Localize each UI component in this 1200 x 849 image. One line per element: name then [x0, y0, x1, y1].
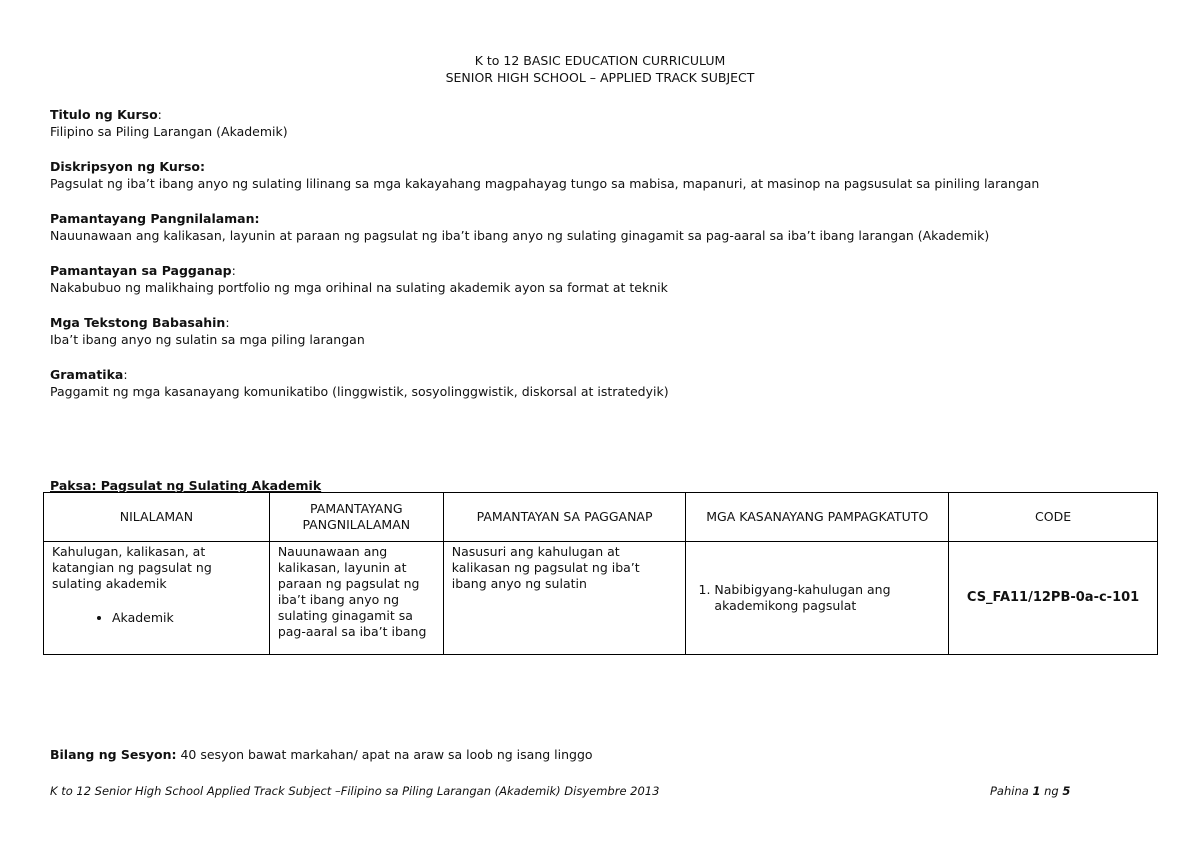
sesyon-label: Bilang ng Sesyon: [50, 747, 177, 762]
section-value: Nakabubuo ng malikhaing portfolio ng mga orihinal na sulating akademik ayon sa format at teknik [50, 280, 668, 295]
list-item: • Akademik [112, 610, 261, 626]
section-diskripsyon [50, 158, 1160, 192]
section-label: Gramatika [50, 367, 124, 382]
section-label: Mga Tekstong Babasahin [50, 315, 226, 330]
section-tekstong-babasahin: Mga Tekstong Babasahin: Iba’t ibang anyo ng sulatin sa mga piling larangan [50, 314, 1160, 348]
section-value: Pagsulat ng iba’t ibang anyo ng sulating lilinang sa mga kakayahang magpahayag tungo sa mabisa, mapanuri, at masinop na pagsusulat sa piniling larangan [50, 176, 1040, 191]
cell-pagganap: Nasusuri ang kahulugan at kalikasan ng pagsulat ng iba’t ibang anyo ng sulatin [443, 542, 686, 655]
cell-pangnilalaman: Nauunawaan ang kalikasan, layunin at paraan ng pagsulat ng iba’t ibang anyo ng sulating ginagamit sa pag-aaral sa iba’t ibang [269, 542, 443, 655]
column-header-pagganap: PAMANTAYAN SA PAGGANAP [443, 493, 686, 542]
column-header-pangnilalaman: PAMANTAYANG PANGNILALAMAN [269, 493, 443, 542]
cell-nilalaman [44, 542, 270, 655]
section-label: Titulo ng Kurso [50, 107, 158, 122]
section-pamantayan-sa-pagganap: Pamantayan sa Pagganap: Nakabubuo ng malikhaing portfolio ng mga orihinal na sulating akademik ayon sa format at teknik [50, 262, 1160, 296]
cell-code: CS_FA11/12PB-0a-c-101 [949, 542, 1158, 655]
section-value: Iba’t ibang anyo ng sulatin sa mga piling larangan [50, 332, 365, 347]
header-line-2: SENIOR HIGH SCHOOL – APPLIED TRACK SUBJECT [445, 70, 755, 85]
cell-kasanayan [686, 542, 949, 655]
sesyon-value: 40 sesyon bawat markahan/ apat na araw sa loob ng isang linggo [176, 747, 593, 762]
table-row [44, 542, 1158, 655]
section-value: Paggamit ng mga kasanayang komunikatibo (linggwistik, sosyolinggwistik, diskorsal at istratedyik) [50, 384, 669, 399]
column-header-code: CODE [949, 493, 1158, 542]
section-value: Nauunawaan ang kalikasan, layunin at paraan ng pagsulat ng iba’t ibang anyo ng sulating ginagamit sa pag-aaral sa iba’t ibang larangan (Akademik) [50, 228, 990, 243]
section-pamantayang-pangnilalaman [50, 210, 1160, 244]
page-number: Pahina 1 ng 5 [990, 784, 1071, 798]
table-header-row [44, 493, 1158, 542]
header-line-1: K to 12 BASIC EDUCATION CURRICULUM [474, 53, 726, 68]
course-info [50, 106, 1160, 418]
section-label: Pamantayang Pangnilalaman: [50, 211, 260, 226]
nilalaman-text: Kahulugan, kalikasan, at katangian ng pagsulat ng sulating akademik [52, 544, 212, 591]
curriculum-table [43, 492, 1158, 655]
section-titulo: Titulo ng Kurso: Filipino sa Piling Larangan (Akademik) [50, 106, 1160, 140]
section-label: Diskripsyon ng Kurso: [50, 159, 205, 174]
footer-text: K to 12 Senior High School Applied Track Subject –Filipino sa Piling Larangan (Akademik) Disyembre 2013 [50, 784, 660, 798]
bilang-ng-sesyon [50, 747, 593, 762]
nilalaman-list [52, 610, 261, 626]
section-label: Pamantayan sa Pagganap [50, 263, 232, 278]
list-item: 1. Nabibigyang-kahulugan ang akademikong pagsulat [714, 582, 940, 614]
section-gramatika: Gramatika: Paggamit ng mga kasanayang komunikatibo (linggwistik, sosyolinggwistik, diskorsal at istratedyik) [50, 366, 1160, 400]
column-header-nilalaman: NILALAMAN [44, 493, 270, 542]
paksa-heading: Paksa: Pagsulat ng Sulating Akademik [50, 478, 322, 493]
column-header-kasanayan: MGA KASANAYANG PAMPAGKATUTO [686, 493, 949, 542]
kasanayan-list [694, 582, 940, 614]
document-header [0, 52, 1200, 86]
section-value: Filipino sa Piling Larangan (Akademik) [50, 124, 288, 139]
